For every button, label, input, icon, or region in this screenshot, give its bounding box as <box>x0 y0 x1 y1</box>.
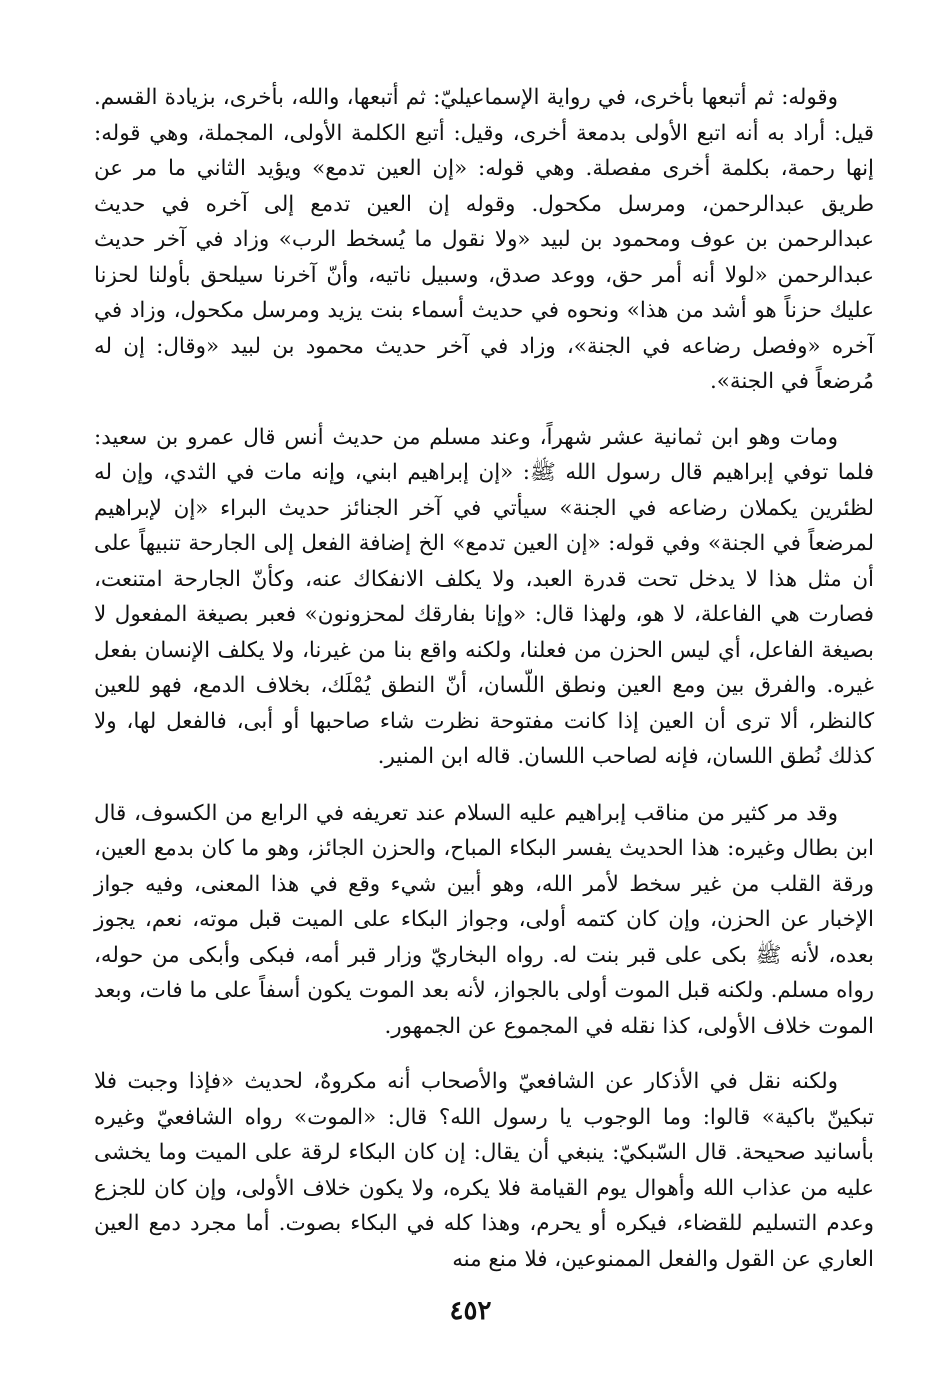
paragraph-2 <box>94 420 874 775</box>
paragraph-2-text: ومات وهو ابن ثمانية عشر شهراً، وعند مسلم من حديث أنس قال عمرو بن سعيد: فلما توفي إبراهيم قال رسول الله ﷺ: «إن إبراهيم ابني، وإنه مات في الثدي، وإن له لظئرين يكملان رضاعه في الجنة» سيأتي في آخر الجنائز حديث البراء «إن لإبراهيم لمرضعاً في الجنة» وفي قوله: «إن العين تدمع» الخ إضافة الفعل إلى الجارحة تنبيهاً على أن مثل هذا لا يدخل تحت قدرة العبد، ولا يكلف الانفكاك عنه، وكأنّ الجارحة امتنعت، فصارت هي الفاعلة، لا هو، ولهذا قال: «وإنا بفارقك لمحزونون» فعبر بصيغة المفعول لا بصيغة الفاعل، أي ليس الحزن من فعلنا، ولكنه واقع بنا من غيرنا، ولا يكلف الإنسان بفعل غيره. والفرق بين ومع العين ونطق اللّسان، أنّ النطق يُمْلَك، بخلاف الدمع، فهو للعين كالنظر، ألا ترى أن العين إذا كانت مفتوحة نظرت شاء صاحبها أو أبى، فالفعل لها، ولا كذلك نُطق اللسان، فإنه لصاحب اللسان. قاله ابن المنير. <box>94 424 874 769</box>
paragraph-3-text: وقد مر كثير من مناقب إبراهيم عليه السلام عند تعريفه في الرابع من الكسوف، قال ابن بطال وغيره: هذا الحديث يفسر البكاء المباح، والحزن الجائز، وهو ما كان بدمع العين، ورقة القلب من غير سخط لأمر الله، وهو أبين شيء وقع في هذا المعنى، وفيه جواز الإخبار عن الحزن، وإن كان كتمه أولى، وجواز البكاء على الميت قبل موته، نعم، يجوز بعده، لأنه ﷺ بكى على قبر بنت له. رواه البخاريّ وزار قبر أمه، فبكى وأبكى من حوله، رواه مسلم. ولكنه قبل الموت أولى بالجواز، لأنه بعد الموت يكون أسفاً على ما فات، وبعد الموت خلاف الأولى، كذا نقله في المجموع عن الجمهور. <box>94 800 874 1039</box>
page-number: ٤٥٢ <box>449 1296 492 1326</box>
paragraph-1-text: وقوله: ثم أتبعها بأخرى، في رواية الإسماعيليّ: ثم أتبعها، والله، بأخرى، بزيادة القسم. قيل: أراد به أنه اتبع الأولى بدمعة أخرى، وقيل: أتبع الكلمة الأولى، المجملة، وهي قوله: إنها رحمة، بكلمة أخرى مفصلة. وهي قوله: «إن العين تدمع» ويؤيد الثاني ما مر عن طريق عبدالرحمن، ومرسل مكحول. وقوله إن العين تدمع إلى آخره في حديث عبدالرحمن بن عوف ومحمود بن لبيد «ولا نقول ما يُسخط الرب» وزاد في آخر حديث عبدالرحمن «لولا أنه أمر حق، ووعد صدق، وسبيل ناتيه، وأنّ آخرنا سيلحق بأولنا لحزنا عليك حزناً هو أشد من هذا» ونحوه في حديث أسماء بنت يزيد ومرسل مكحول، وزاد في آخره «وفصل رضاعه في الجنة»، وزاد في آخر حديث محمود بن لبيد «وقال: إن له مُرضعاً في الجنة». <box>94 85 874 394</box>
paragraph-3 <box>94 796 874 1045</box>
paragraph-4 <box>94 1064 874 1277</box>
page-body <box>94 80 874 1277</box>
paragraph-1 <box>94 80 874 400</box>
paragraph-4-text: ولكنه نقل في الأذكار عن الشافعيّ والأصحاب أنه مكروهٌ، لحديث «فإذا وجبت فلا تبكينّ باكية» قالوا: وما الوجوب يا رسول الله؟ قال: «الموت» رواه الشافعيّ وغيره بأسانيد صحيحة. قال السّبكيّ: ينبغي أن يقال: إن كان البكاء لرقة على الميت وما يخشى عليه من عذاب الله وأهوال يوم القيامة فلا يكره، ولا يكون خلاف الأولى، وإن كان للجزع وعدم التسليم للقضاء، فيكره أو يحرم، وهذا كله في البكاء بصوت. أما مجرد دمع العين العاري عن القول والفعل الممنوعين، فلا منع منه <box>94 1069 874 1272</box>
